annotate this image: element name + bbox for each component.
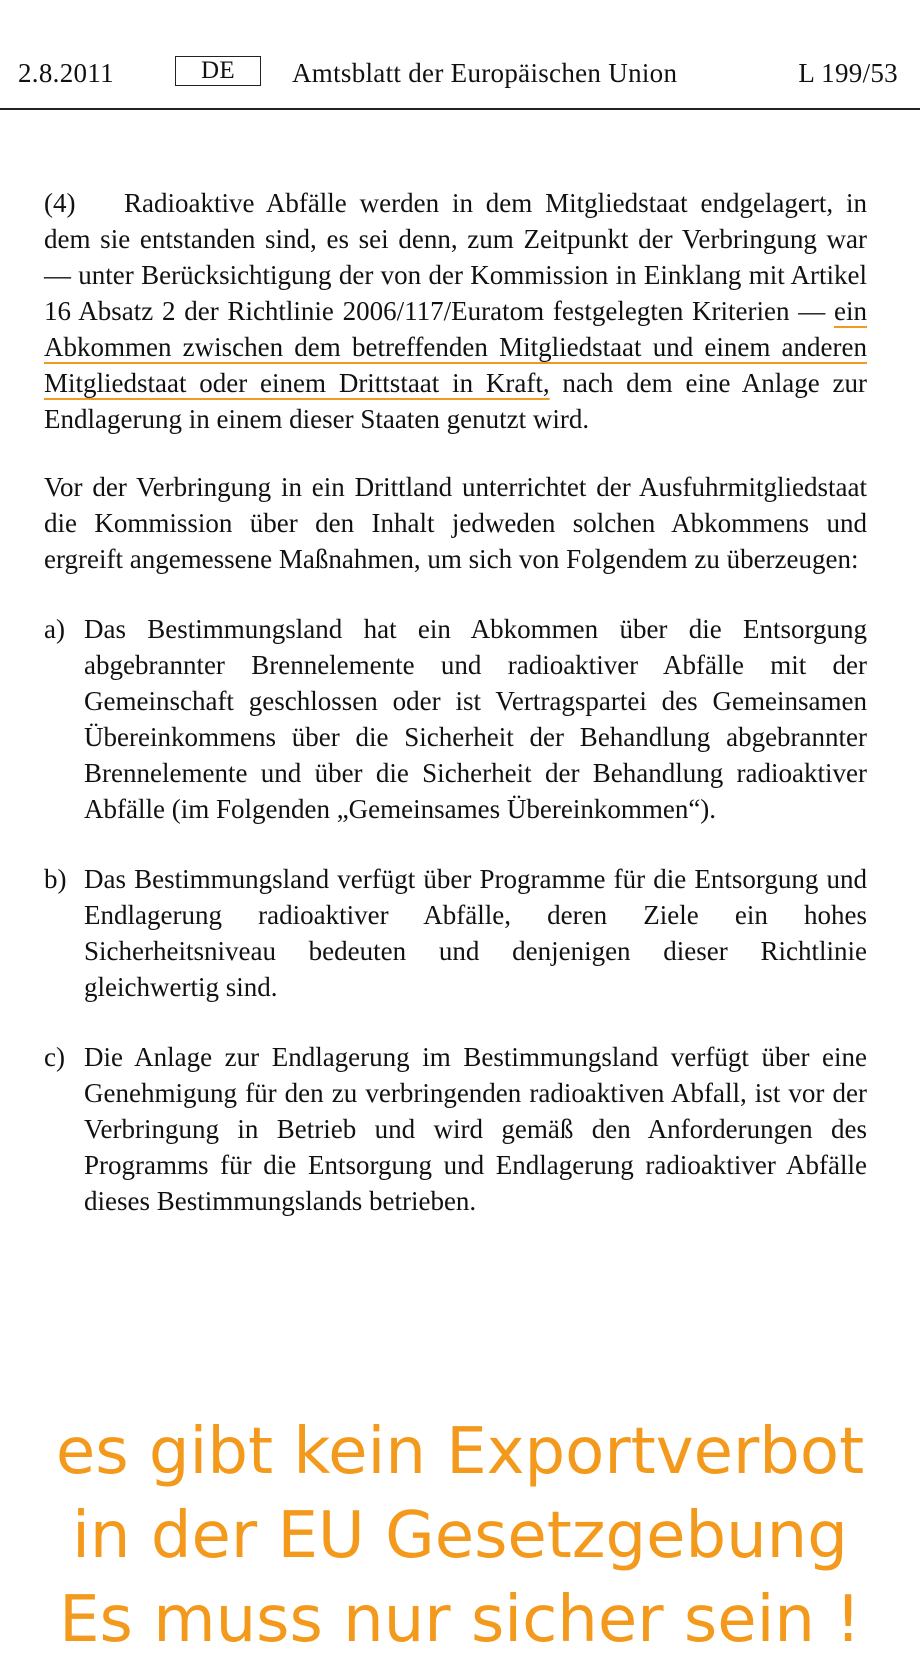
list-item-label: c) <box>44 1042 65 1072</box>
journal-title: Amtsblatt der Europäischen Union <box>292 58 678 88</box>
list-item-text: Das Bestimmungsland verfügt über Programme für die Entsorgung und Endlagerung radioaktiver Abfälle, deren Ziele ein hohes Sicherheitsniveau bedeuten und denjenigen dieser Richtlinie gleichwertig sind. <box>84 864 867 1002</box>
intro-paragraph: Vor der Verbringung in ein Drittland unterrichtet der Ausfuhrmitgliedstaat die Kommission über den Inhalt jedweden solchen Abkommens und ergreift angemessene Maßnahmen, um sich von Folgendem zu überzeugen: <box>44 472 867 574</box>
paragraph-number: (4) <box>44 188 76 218</box>
list-item-a <box>44 611 867 827</box>
publication-date: 2.8.2011 <box>18 58 114 88</box>
paragraph-4-text-after: nach dem eine Anlage zur Endlagerung in einem dieser Staaten genutzt wird. <box>44 368 867 434</box>
slogan-line-2: in der EU Gesetzgebung <box>72 1499 848 1573</box>
list-item-c <box>44 1039 867 1219</box>
highlighted-agreement-clause: ein Abkommen zwischen dem betreffenden Mitgliedstaat und einem anderen Mitgliedstaat oder einem Drittstaat in Kraft, <box>44 296 867 398</box>
header-divider <box>0 108 920 110</box>
list-item-text: Die Anlage zur Endlagerung im Bestimmungsland verfügt über eine Genehmigung für den zu verbringenden radioaktiven Abfall, ist vor der Verbringung in Betrieb und wird gemäß den Anforderungen des Programms für die Entsorgung und Endlagerung radioaktiver Abfälle dieses Bestimmungslands betrieben. <box>84 1042 867 1216</box>
journal-reference: L 199/53 <box>798 58 898 88</box>
document-body <box>44 185 867 1253</box>
paragraph-4 <box>44 185 867 437</box>
language-badge: DE <box>175 56 261 86</box>
list-item-label: b) <box>44 864 67 894</box>
list-item-label: a) <box>44 614 65 644</box>
slogan-line-1: es gibt kein Exportverbot <box>55 1415 865 1489</box>
list-item-b <box>44 861 867 1005</box>
slogan-annotation <box>0 1410 920 1662</box>
document-header <box>18 58 898 98</box>
paragraph-4-text-before: Radioaktive Abfälle werden in dem Mitgliedstaat endgelagert, in dem sie entstanden sind, es sei denn, zum Zeitpunkt der Verbringung war — unter Berücksichtigung der von der Kommission in Einklang mit Artikel 16 Absatz 2 der Richtlinie 2006/117/Euratom festgelegten Kriterien — <box>44 188 867 326</box>
slogan-line-3: Es muss nur sicher sein ! <box>59 1583 861 1657</box>
list-item-text: Das Bestimmungsland hat ein Abkommen über die Entsorgung abgebrannter Brennelemente und radioaktiver Abfälle mit der Gemeinschaft geschlossen oder ist Vertragspartei des Gemeinsamen Übereinkommens über die Sicherheit der Behandlung abgebrannter Brennelemente und über die Sicherheit der Behandlung radioaktiver Abfälle (im Folgenden „Gemeinsames Übereinkommen“). <box>84 614 867 824</box>
